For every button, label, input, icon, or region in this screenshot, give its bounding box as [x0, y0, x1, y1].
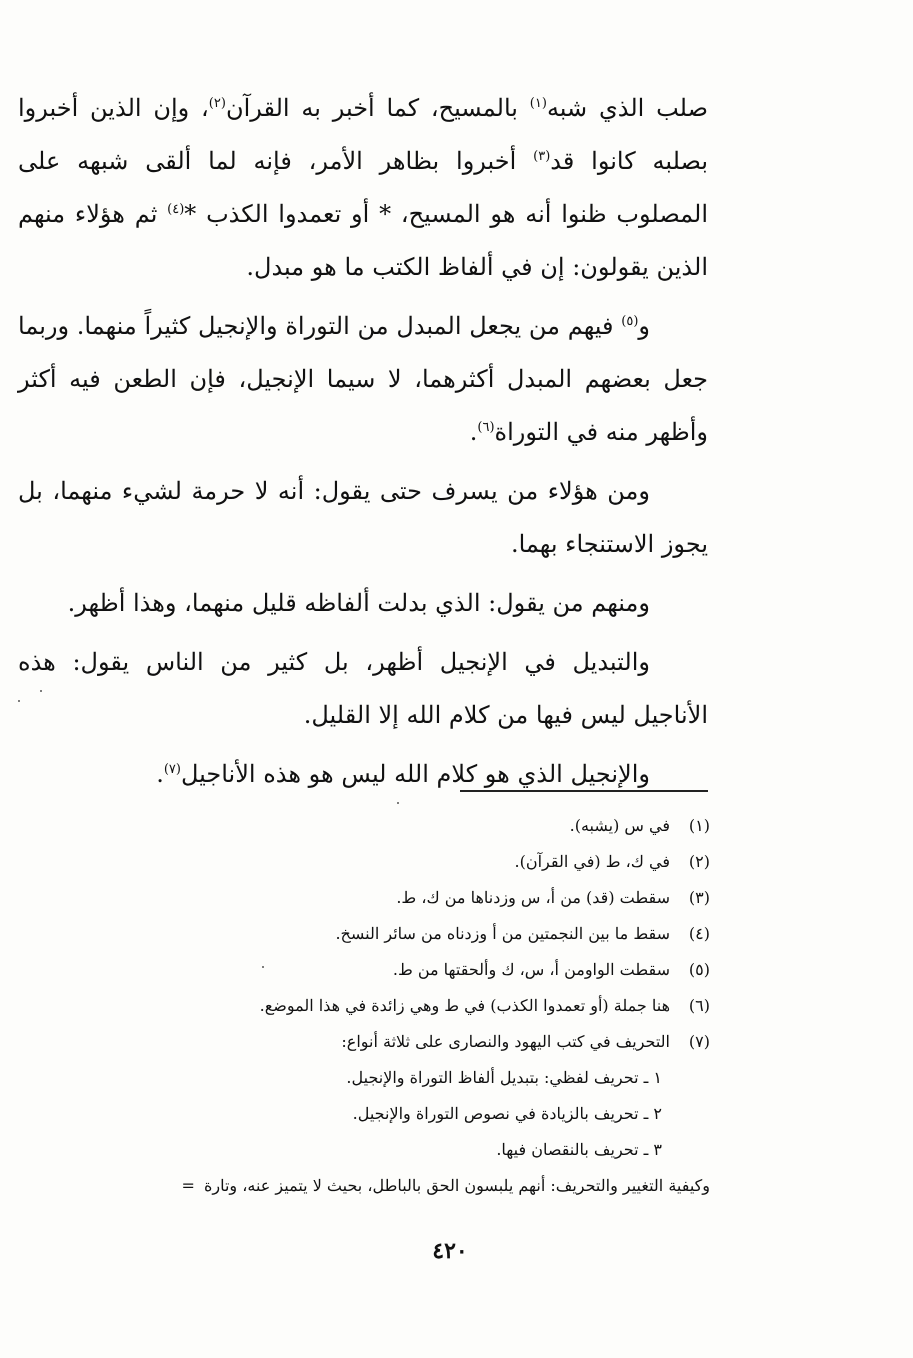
text-run: ومنهم من يقول: الذي بدلت ألفاظه قليل منهما، وهذا أظهر. [67, 589, 650, 617]
footnote-1 [10, 808, 710, 844]
footnote-ref: (٦) [477, 420, 495, 435]
footnote-sub-item-3: ٣ ـ تحريف بالنقصان فيها. [496, 1140, 662, 1159]
scan-speck [262, 966, 264, 968]
scan-speck [397, 802, 399, 804]
text-run: . [156, 760, 164, 788]
scan-speck [40, 690, 42, 692]
footnote-ref: (٥) [621, 314, 639, 329]
footnote-text: في س (يشبه). [569, 816, 670, 835]
footnote-text: التحريف في كتب اليهود والنصارى على ثلاثة أنواع: [341, 1032, 670, 1051]
footnote-number: (٤) [688, 924, 710, 943]
footnote-text: سقطت (قد) من أ، س وزدناها من ك، ط. [396, 888, 670, 907]
footnotes [10, 808, 710, 1204]
text-run: والإنجيل الذي هو كلام الله ليس هو هذه الأناجيل [180, 760, 650, 788]
footnote-6 [10, 988, 710, 1024]
paragraph-6 [18, 748, 708, 801]
footnote-text: في ك، ط (في القرآن). [514, 852, 670, 871]
footnote-separator [460, 790, 708, 792]
text-run: والتبديل في الإنجيل أظهر، بل كثير من الناس يقول: هذه الأناجيل ليس فيها من كلام الله إلا القليل. [18, 648, 708, 729]
footnote-number: (١) [688, 816, 710, 835]
footnote-ref: (٧) [163, 762, 181, 777]
footnote-7 [10, 1024, 710, 1060]
footnote-ref: (٣) [533, 149, 551, 164]
text-run: ، وإن الذين أخبروا بصلبه كانوا قد [18, 94, 709, 175]
footnote-number: (٧) [688, 1032, 710, 1051]
footnote-number: (٦) [688, 996, 710, 1015]
footnote-4 [10, 916, 710, 952]
footnote-number: (٣) [688, 888, 710, 907]
text-run: أخبروا بظاهر الأمر، فإنه لما ألقى شبهه على المصلوب ظنوا أنه هو المسيح، * أو تعمدوا الكذب * [18, 147, 708, 228]
text-run: صلب الذي شبه [546, 94, 708, 122]
text-run: ومن هؤلاء من يسرف حتى يقول: أنه لا حرمة لشيء منهما، بل يجوز الاستنجاء بهما. [18, 477, 708, 558]
footnote-sub-item-2: ٢ ـ تحريف بالزيادة في نصوص التوراة والإنجيل. [352, 1104, 662, 1123]
footnote-number: (٢) [688, 852, 710, 871]
footnote-sub-item-1: ١ ـ تحريف لفظي: بتبديل ألفاظ التوراة والإنجيل. [346, 1068, 662, 1087]
text-run: . [469, 418, 478, 446]
text-run: و [638, 312, 650, 340]
text-run: بالمسيح، كما أخبر به القرآن [225, 94, 530, 122]
paragraph-4 [18, 577, 708, 630]
footnote-text: سقط ما بين النجمتين من أ وزدناه من سائر النسخ. [335, 924, 670, 943]
footnote-ref: (١) [529, 96, 547, 111]
footnote-5 [10, 952, 710, 988]
text-run: فيهم من يجعل المبدل من التوراة والإنجيل كثيراً منهما. وربما جعل بعضهم المبدل أكثرهما، لا سيما الإنجيل، فإن الطعن فيه أكثر وأظهر منه في التوراة [18, 312, 708, 446]
footnote-2 [10, 844, 710, 880]
page-number: ٤٢٠ [432, 1238, 468, 1264]
scan-speck [18, 700, 20, 702]
text-run: ثم هؤلاء منهم الذين يقولون: إن في ألفاظ الكتب ما هو مبدل. [18, 200, 708, 281]
footnote-ref: (٤) [167, 202, 185, 217]
footnote-continuation-text: وكيفية التغيير والتحريف: أنهم يلبسون الحق بالباطل، بحيث لا يتميز عنه، وتارة [203, 1176, 710, 1195]
footnote-number: (٥) [688, 960, 710, 979]
continuation-mark: = [181, 1176, 195, 1195]
footnote-text: سقطت الواومن أ، س، ك وألحقتها من ط. [392, 960, 670, 979]
paragraph-1 [18, 82, 708, 294]
footnote-3 [10, 880, 710, 916]
paragraph-5 [18, 636, 708, 742]
paragraph-2 [18, 300, 708, 459]
paragraph-3 [18, 465, 708, 571]
main-text [18, 82, 708, 807]
footnote-continuation [10, 1168, 710, 1204]
footnote-text: هنا جملة (أو تعمدوا الكذب) في ط وهي زائدة في هذا الموضع. [259, 996, 670, 1015]
footnote-ref: (٢) [208, 96, 226, 111]
